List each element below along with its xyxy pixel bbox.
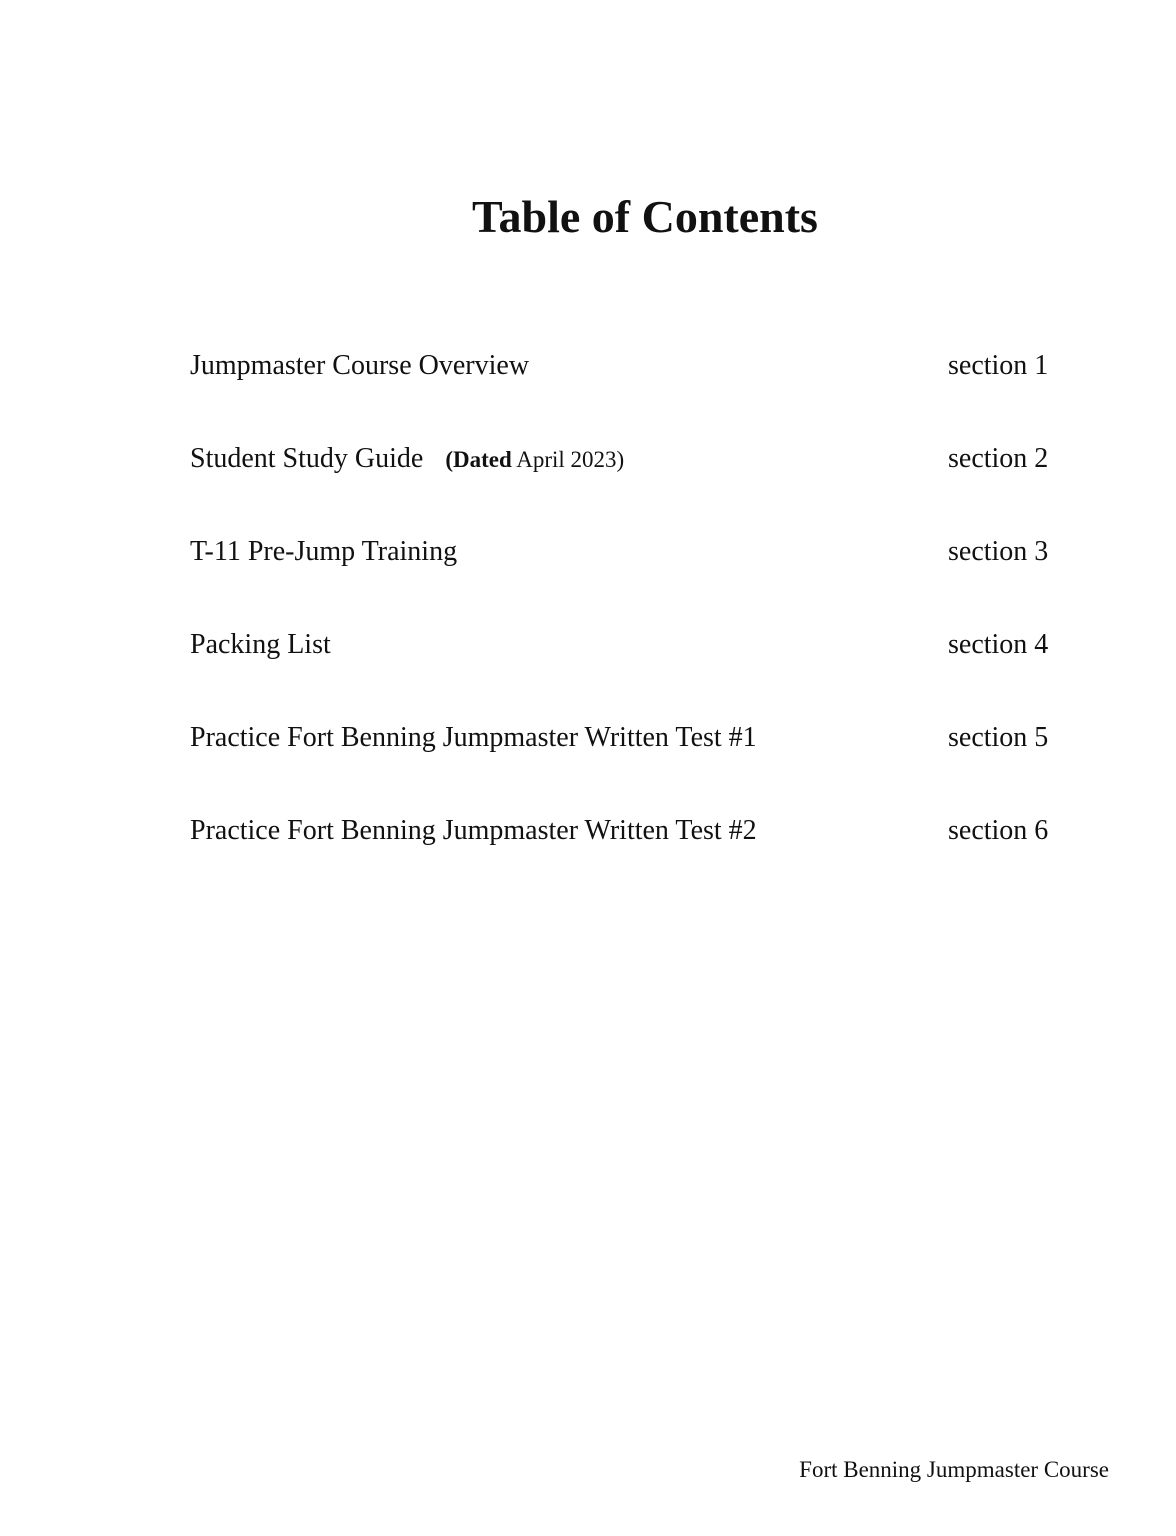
toc-entry-label: Jumpmaster Course Overview (190, 350, 530, 381)
toc-entry-label: Practice Fort Benning Jumpmaster Written Test #2 (190, 815, 757, 846)
page-footer: Fort Benning Jumpmaster Course (799, 1457, 1109, 1482)
toc-entry-section: section 3 (948, 536, 1049, 567)
toc-entry-label: T-11 Pre-Jump Training (190, 536, 458, 567)
toc-entry-section: section 5 (948, 722, 1049, 753)
toc-entry-label-wrap (190, 443, 624, 475)
toc-entry-label: Packing List (190, 629, 331, 660)
toc-entry (190, 629, 1060, 669)
toc-entry-label: Student Study Guide (190, 443, 424, 474)
toc-entry-section: section 6 (948, 815, 1049, 846)
note-rest: April 2023) (511, 447, 625, 472)
toc-entry (190, 722, 1060, 762)
toc-entry-section: section 1 (948, 350, 1049, 381)
page-title: Table of Contents (472, 191, 818, 242)
toc-entry-section: section 4 (948, 629, 1049, 660)
toc-entry-note (445, 447, 624, 472)
toc-entry-label: Practice Fort Benning Jumpmaster Written Test #1 (190, 722, 757, 753)
toc-entry (190, 815, 1060, 855)
toc-entry (190, 443, 1060, 483)
toc-entry (190, 536, 1060, 576)
toc-entry-section: section 2 (948, 443, 1049, 474)
toc-entry (190, 350, 1060, 390)
note-bold: (Dated (445, 447, 512, 472)
